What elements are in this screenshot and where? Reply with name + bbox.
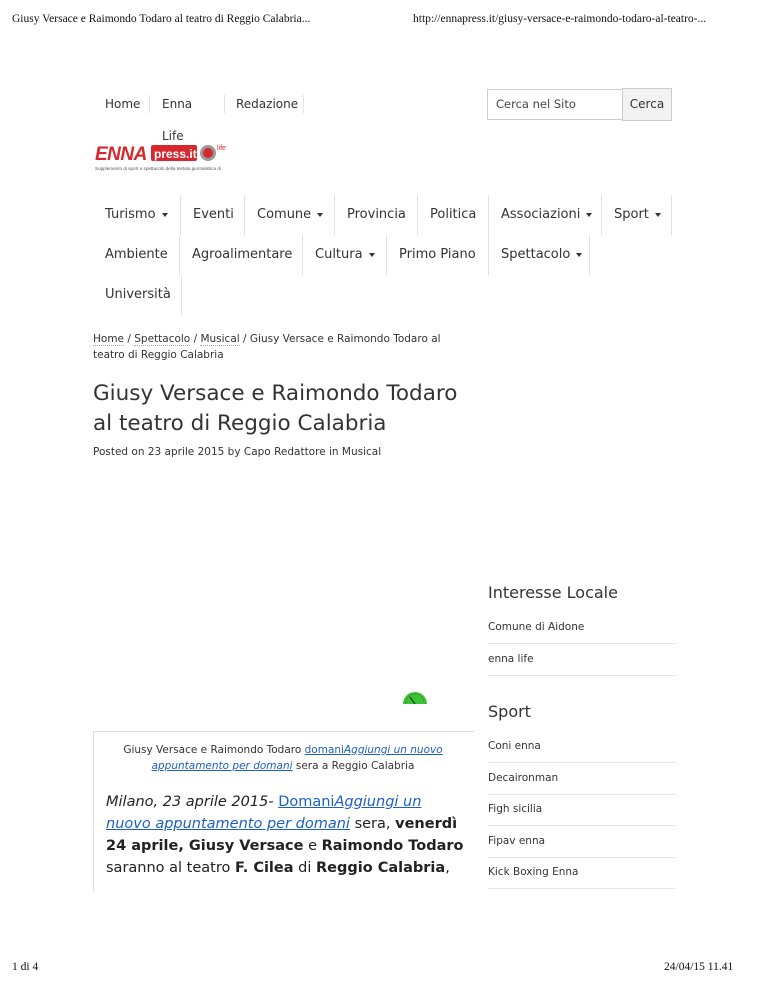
menu-turismo[interactable]: Turismo <box>105 195 168 235</box>
body-link-domani[interactable]: Domani <box>278 794 335 810</box>
svg-text:Supplemento di sport e spettac: Supplemento di sport e spettacolo della testata giornalistica di <box>95 166 221 171</box>
divider <box>417 195 418 235</box>
sidebar-link-enna-life[interactable]: enna life <box>488 653 534 665</box>
divider <box>488 825 675 826</box>
svg-text:press.it: press.it <box>154 147 197 161</box>
breadcrumb-current: Giusy Versace e Raimondo Todaro al teatro di Reggio Calabria <box>93 333 441 361</box>
sidebar-link-figh-sicilia[interactable]: Figh sicilia <box>488 803 543 815</box>
divider <box>179 235 180 275</box>
caret-down-icon <box>655 213 661 217</box>
svg-text:life: life <box>217 145 226 152</box>
menu-universita[interactable]: Università <box>105 287 171 302</box>
article-meta: Posted on 23 aprile 2015 by Capo Redattore in Musical <box>93 446 382 458</box>
divider <box>488 794 675 795</box>
divider <box>488 195 489 235</box>
menu-associazioni[interactable]: Associazioni <box>501 195 592 235</box>
widget-title-sport: Sport <box>488 702 531 721</box>
caret-down-icon <box>162 213 168 217</box>
topnav-redazione[interactable]: Redazione <box>236 97 299 111</box>
sidebar-link-coni-enna[interactable]: Coni enna <box>488 740 541 752</box>
divider <box>386 235 387 275</box>
body-tooltip-link[interactable]: Aggiungi un nuovo appuntamento per domani <box>106 794 422 832</box>
gauge-icon <box>401 688 429 706</box>
print-header-url: http://ennapress.it/giusy-versace-e-raimondo-todaro-al-teatro-... <box>413 13 707 25</box>
divider <box>488 857 675 858</box>
divider <box>224 95 225 113</box>
sidebar-link-comune-di-aidone[interactable]: Comune di Aidone <box>488 621 585 633</box>
sidebar-link-decaironman[interactable]: Decaironman <box>488 772 559 784</box>
ennapress-logo[interactable] <box>95 138 235 174</box>
sidebar-link-kick-boxing-enna[interactable]: Kick Boxing Enna <box>488 866 579 878</box>
print-footer-page: 1 di 4 <box>12 961 39 973</box>
breadcrumb: Home / Spettacolo / Musical / Giusy Versace e Raimondo Todaro al teatro di Reggio Calabria <box>93 333 441 361</box>
menu-primo-piano[interactable]: Primo Piano <box>399 247 476 262</box>
divider <box>180 195 181 235</box>
menu-provincia[interactable]: Provincia <box>347 207 406 222</box>
image-caption: Giusy Versace e Raimondo Todaro domaniAggiungi un nuovo appuntamento per domani sera a Reggio Calabria <box>123 744 443 772</box>
svg-text:ENNA: ENNA <box>95 144 147 165</box>
divider <box>149 95 150 113</box>
menu-comune[interactable]: Comune <box>257 195 323 235</box>
caret-down-icon <box>586 213 592 217</box>
topnav-enna-life[interactable]: Enna Life <box>162 97 193 143</box>
breadcrumb-musical[interactable]: Musical <box>200 333 240 345</box>
caret-down-icon <box>369 253 375 257</box>
article-title: Giusy Versace e Raimondo Todaro al teatro di Reggio Calabria <box>93 381 458 436</box>
caption-link-domani[interactable]: domani <box>304 744 344 756</box>
caret-down-icon <box>576 253 582 257</box>
divider <box>303 95 304 113</box>
caret-down-icon <box>317 213 323 217</box>
divider <box>334 195 335 235</box>
menu-eventi[interactable]: Eventi <box>193 207 234 222</box>
divider <box>488 235 489 275</box>
widget-title-interesse-locale: Interesse Locale <box>488 583 618 602</box>
divider <box>488 888 675 889</box>
divider <box>488 643 675 644</box>
divider <box>244 195 245 235</box>
topnav-home[interactable]: Home <box>105 97 141 111</box>
divider <box>488 762 675 763</box>
article-body: Milano, 23 aprile 2015- DomaniAggiungi un nuovo appuntamento per domani sera, venerdì 24 aprile, Giusy Versace e Raimondo Todaro saranno al teatro F. Cilea di Reggio Calabria, <box>106 794 464 876</box>
menu-sport[interactable]: Sport <box>614 195 661 235</box>
sidebar-link-fipav-enna[interactable]: Fipav enna <box>488 835 546 847</box>
divider <box>488 675 675 676</box>
breadcrumb-spettacolo[interactable]: Spettacolo <box>134 333 191 345</box>
search-button[interactable]: Cerca <box>622 88 672 121</box>
divider <box>601 195 602 235</box>
menu-agroalimentare[interactable]: Agroalimentare <box>192 247 293 262</box>
menu-ambiente[interactable]: Ambiente <box>105 247 168 262</box>
caption-tooltip-link[interactable]: Aggiungi un nuovo appuntamento per domani <box>151 744 443 772</box>
search-input[interactable]: Cerca nel Sito <box>487 89 623 120</box>
menu-cultura[interactable]: Cultura <box>315 235 375 275</box>
divider <box>181 275 182 315</box>
divider <box>302 235 303 275</box>
divider <box>589 235 590 275</box>
menu-spettacolo[interactable]: Spettacolo <box>501 235 582 275</box>
divider <box>671 195 672 235</box>
print-header-title: Giusy Versace e Raimondo Todaro al teatro di Reggio Calabria... <box>12 13 311 25</box>
print-footer-datetime: 24/04/15 11.41 <box>664 961 734 973</box>
breadcrumb-home[interactable]: Home <box>93 333 125 345</box>
menu-politica[interactable]: Politica <box>430 207 477 222</box>
